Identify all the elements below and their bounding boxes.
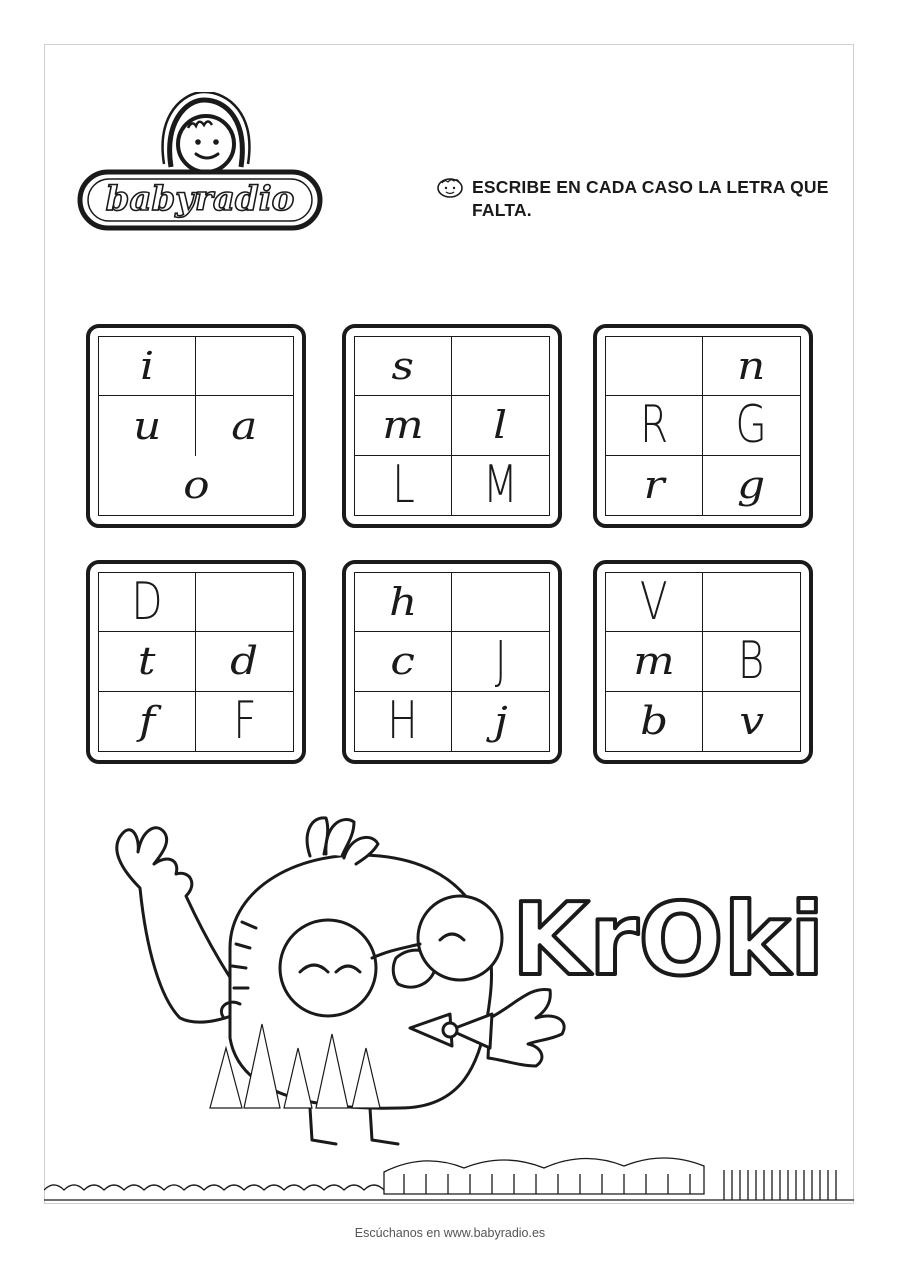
kroki-wordmark — [508, 862, 828, 1002]
grid-cell-blank[interactable] — [606, 337, 703, 396]
grid-cell[interactable]: u — [99, 396, 196, 455]
grid-cell-blank[interactable] — [196, 337, 293, 396]
grid-cell[interactable]: M — [482, 455, 519, 515]
grid-cell[interactable]: s — [355, 337, 452, 396]
grid-cell[interactable]: H — [355, 692, 452, 751]
grid-cell[interactable]: g — [737, 463, 766, 508]
ground-skyline-decoration — [44, 1110, 854, 1210]
grid-cell[interactable]: t — [99, 632, 196, 691]
grid-cell[interactable]: r — [606, 456, 703, 515]
grid-cell[interactable]: D — [99, 573, 196, 632]
grid-cell[interactable]: c — [355, 632, 452, 691]
grid-cell[interactable]: J — [452, 632, 549, 691]
letter-grid-5 — [342, 560, 562, 764]
letter-grid-4 — [86, 560, 306, 764]
grid-cell-blank[interactable] — [452, 573, 549, 632]
grid-cell-blank[interactable] — [196, 573, 293, 632]
instruction — [436, 176, 836, 222]
grid-cell[interactable]: v — [739, 699, 764, 744]
grid-cell[interactable]: j — [493, 699, 508, 744]
logo-wordmark: babyradio — [105, 179, 295, 219]
grid-cell[interactable]: G — [703, 396, 800, 455]
grid-cell[interactable]: i — [99, 337, 196, 396]
grid-cell[interactable]: d — [196, 632, 293, 691]
grid-cell[interactable]: R — [606, 396, 703, 455]
grid-cell[interactable]: h — [355, 573, 452, 632]
grid-cell[interactable]: V — [606, 573, 703, 632]
footer-text: Escúchanos en www.babyradio.es — [354, 1226, 546, 1240]
grid-cell[interactable]: B — [703, 632, 800, 691]
grid-cell-blank[interactable] — [703, 573, 800, 632]
svg-text:KrOki: KrOki — [511, 881, 825, 998]
smiley-face-icon — [436, 177, 464, 199]
grid-cell[interactable]: f — [99, 692, 196, 751]
letter-grid-1 — [86, 324, 306, 528]
grid-cell-blank[interactable] — [452, 337, 549, 396]
grid-cell[interactable]: b — [606, 692, 703, 751]
grid-cell[interactable]: a — [231, 403, 258, 448]
grid-cell[interactable]: m — [606, 632, 703, 691]
letter-grid-2 — [342, 324, 562, 528]
grid-cell[interactable]: L — [355, 456, 452, 515]
grid-cell[interactable]: n — [703, 337, 800, 396]
grid-cell[interactable]: m — [355, 396, 452, 455]
grid-cell[interactable]: F — [232, 691, 257, 751]
grid-cell[interactable]: l — [452, 396, 549, 455]
instruction-text: ESCRIBE EN CADA CASO LA LETRA QUE FALTA. — [472, 177, 829, 220]
letter-grid-6 — [593, 560, 813, 764]
letter-grid-3 — [593, 324, 813, 528]
grid-cell-merged[interactable]: o — [182, 463, 210, 508]
babyradio-logo — [76, 92, 326, 242]
